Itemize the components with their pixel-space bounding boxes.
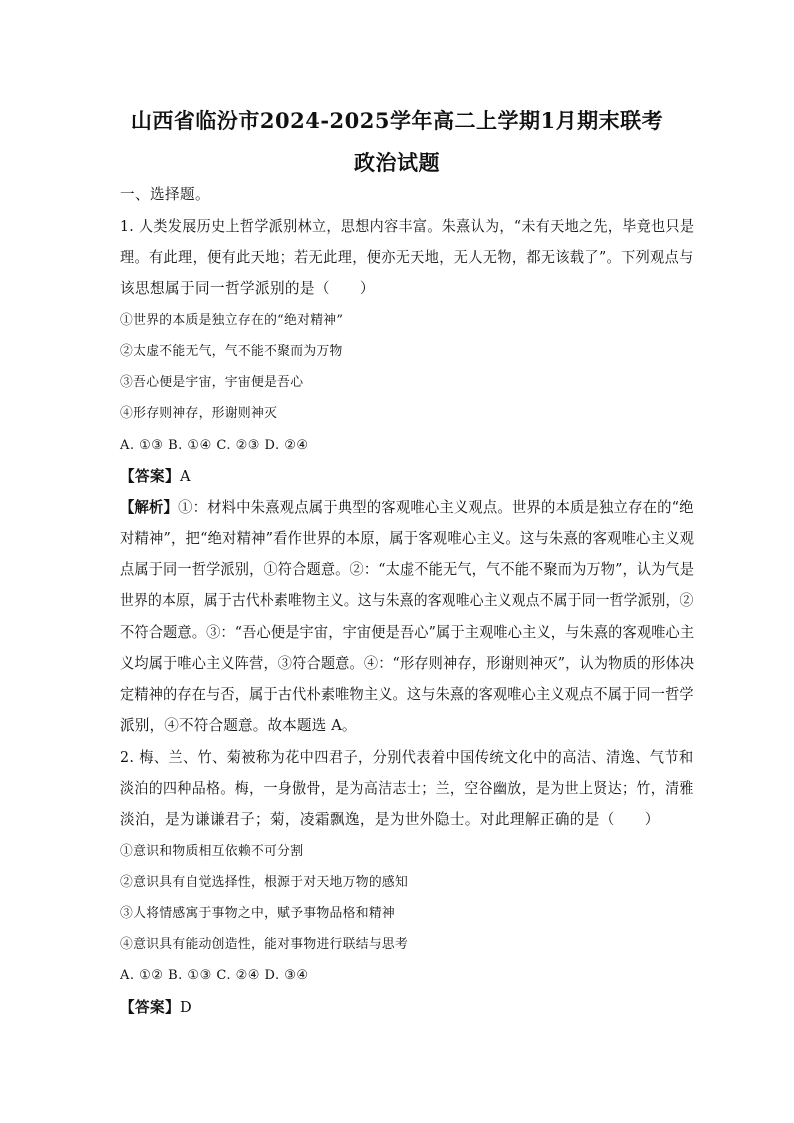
q1-option: ①世界的本质是独立存在的“绝对精神” [120, 313, 344, 328]
q2-option: ③人将情感寓于事物之中，赋予事物品格和精神 [120, 906, 396, 921]
q1-answer [120, 468, 191, 486]
q2-answer [120, 999, 192, 1017]
answer-tag: 【答案】 [120, 468, 180, 485]
q1-analysis-line: 点属于同一哲学派别，①符合题意。②：“太虚不能无气，气不能不聚而为万物”，认为气是 [120, 561, 695, 578]
q2-stem-line: 淡泊的四种品格。梅，一身傲骨，是为高洁志士；兰，空谷幽放，是为世上贤达；竹，清雅 [120, 780, 694, 797]
q1-option: ②太虚不能无气，气不能不聚而为万物 [120, 344, 343, 359]
q1-analysis-line: 定精神的存在与否，属于古代朴素唯物主义。这与朱熹的客观唯心主义观点不属于同一哲学 [120, 686, 694, 703]
q2-choices: A. ①② B. ①③ C. ②④ D. ③④ [120, 968, 309, 983]
q1-stem-line: 1. 人类发展历史上哲学派别林立，思想内容丰富。朱熹认为，“未有天地之先，毕竟也只是 [120, 218, 695, 235]
answer-value: A [179, 468, 191, 485]
q1-analysis-line: 不符合题意。③：“吾心便是宇宙，宇宙便是吾心”属于主观唯心主义，与朱熹的客观唯心主 [120, 624, 695, 641]
q2-option: ①意识和物质相互依赖不可分割 [120, 844, 304, 859]
analysis-tag: 【解析】 [120, 499, 179, 516]
analysis-text: ①：材料中朱熹观点属于典型的客观唯心主义观点。世界的本质是独立存在的“绝 [178, 499, 694, 516]
document-subtitle: 政治试题 [354, 150, 440, 175]
q2-option: ④意识具有能动创造性，能对事物进行联结与思考 [120, 937, 409, 952]
q1-stem-line: 理。有此理，便有此天地；若无此理，便亦无天地，无人无物，都无该载了”。下列观点与 [120, 249, 694, 266]
q1-analysis-line [120, 499, 694, 517]
q1-analysis-line: 义均属于唯心主义阵营，③符合题意。④：“形存则神存，形谢则神灭”，认为物质的形体决 [120, 655, 695, 672]
q1-analysis-line: 派别，④不符合题意。故本题选 A。 [120, 717, 357, 734]
q2-stem-line: 淡泊，是为谦谦君子；菊，凌霜飘逸，是为世外隐士。对此理解正确的是（ ） [120, 811, 660, 828]
answer-value: D [179, 999, 193, 1016]
q1-choices: A. ①③ B. ①④ C. ②③ D. ②④ [120, 438, 309, 453]
q1-option: ③吾心便是宇宙，宇宙便是吾心 [120, 375, 304, 390]
q1-analysis-line: 世界的本原，属于古代朴素唯物主义。这与朱熹的客观唯心主义观点不属于同一哲学派别，② [120, 592, 694, 609]
answer-tag: 【答案】 [120, 999, 180, 1016]
q1-analysis-line: 对精神”，把“绝对精神”看作世界的本原，属于客观唯心主义。这与朱熹的客观唯心主义观 [120, 530, 695, 547]
q2-option: ②意识具有自觉选择性，根源于对天地万物的感知 [120, 875, 409, 890]
q1-stem-line: 该思想属于同一哲学派别的是（ ） [120, 280, 375, 297]
q2-stem-line: 2. 梅、兰、竹、菊被称为花中四君子，分别代表着中国传统文化中的高洁、清逸、气节和 [120, 749, 694, 766]
section-heading: 一、选择题。 [120, 186, 210, 203]
document-title: 山西省临汾市2024-2025学年高二上学期1月期末联考 [130, 108, 664, 133]
q1-option: ④形存则神存，形谢则神灭 [120, 406, 278, 421]
